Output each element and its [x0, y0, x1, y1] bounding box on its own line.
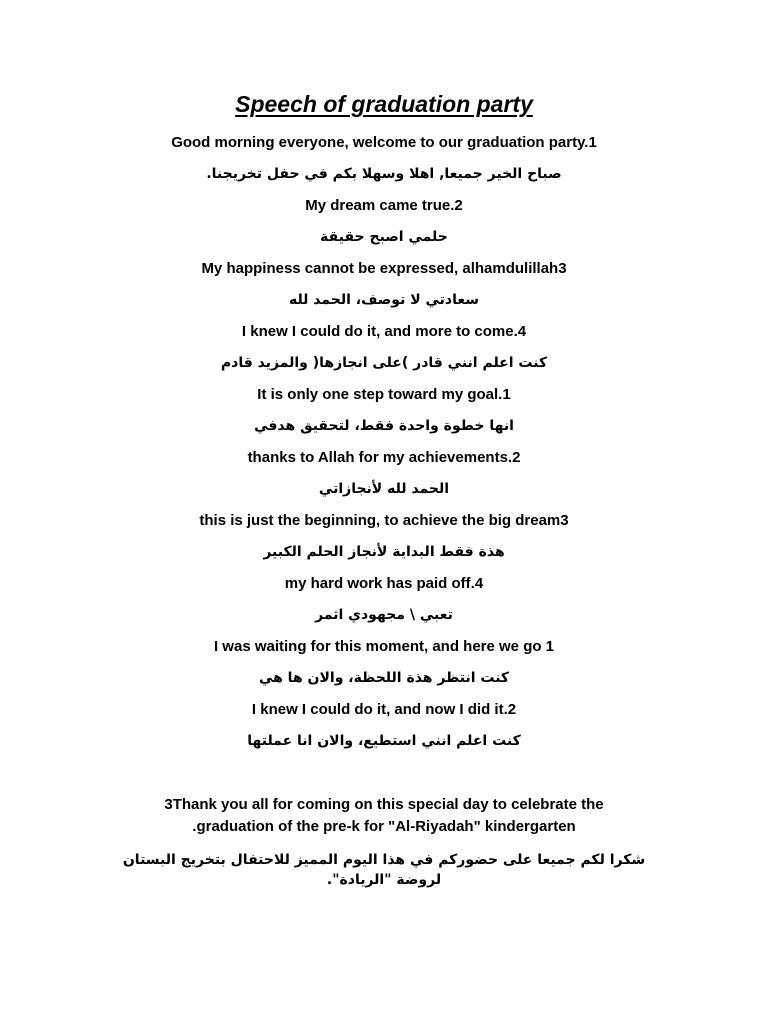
speech-line-ar: تعبي \ مجهودي اثمر — [315, 607, 453, 623]
closing-paragraph-en: 3Thank you all for coming on this special day to celebrate the .graduation of the pre-k for "Al-Riyadah" kindergarten — [164, 796, 604, 835]
speech-line-en: my hard work has paid off.4 — [284, 575, 484, 592]
speech-line-en: thanks to Allah for my achievements.2 — [247, 449, 521, 466]
speech-line-ar: كنت اعلم انني قادر )على انجازها( والمزيد قادم — [220, 355, 548, 371]
speech-line-en: Good morning everyone, welcome to our graduation party.1 — [171, 134, 597, 151]
speech-line-ar: حلمي اصبح حقيقة — [320, 229, 448, 245]
speech-line-ar: انها خطوة واحدة فقط، لتحقيق هدفي — [254, 418, 514, 434]
speech-line-en: I knew I could do it, and now I did it.2 — [251, 701, 517, 718]
speech-line-en: I was waiting for this moment, and here we go 1 — [213, 638, 555, 655]
speech-line-ar: كنت اعلم انني استطيع، والان انا عملتها — [247, 733, 521, 749]
speech-line-en: My happiness cannot be expressed, alhamdulillah3 — [201, 260, 567, 277]
speech-line-ar: سعادتي لا توصف، الحمد لله — [288, 292, 480, 308]
page-title: Speech of graduation party — [235, 91, 533, 117]
speech-line-ar: هذة فقط البداية لأنجاز الحلم الكبير — [263, 544, 505, 560]
speech-line-en: I knew I could do it, and more to come.4 — [241, 323, 527, 340]
speech-line-en: It is only one step toward my goal.1 — [257, 386, 511, 403]
speech-line-en: My dream came true.2 — [305, 197, 463, 214]
speech-line-en: this is just the beginning, to achieve the big dream3 — [199, 512, 569, 529]
closing-paragraph-ar: شكرا لكم جميعا على حضوركم في هذا اليوم المميز للاحتفال بتخريج البستان لروضة "الريادة". — [122, 852, 646, 888]
speech-line-ar: الحمد لله لأنجازاتي — [318, 481, 450, 497]
speech-line-ar: صباح الخير جميعا, اهلا وسهلا بكم في حفل تخريجنا. — [206, 166, 562, 182]
speech-line-ar: كنت انتظر هذة اللحظة، والان ها هي — [258, 670, 510, 686]
